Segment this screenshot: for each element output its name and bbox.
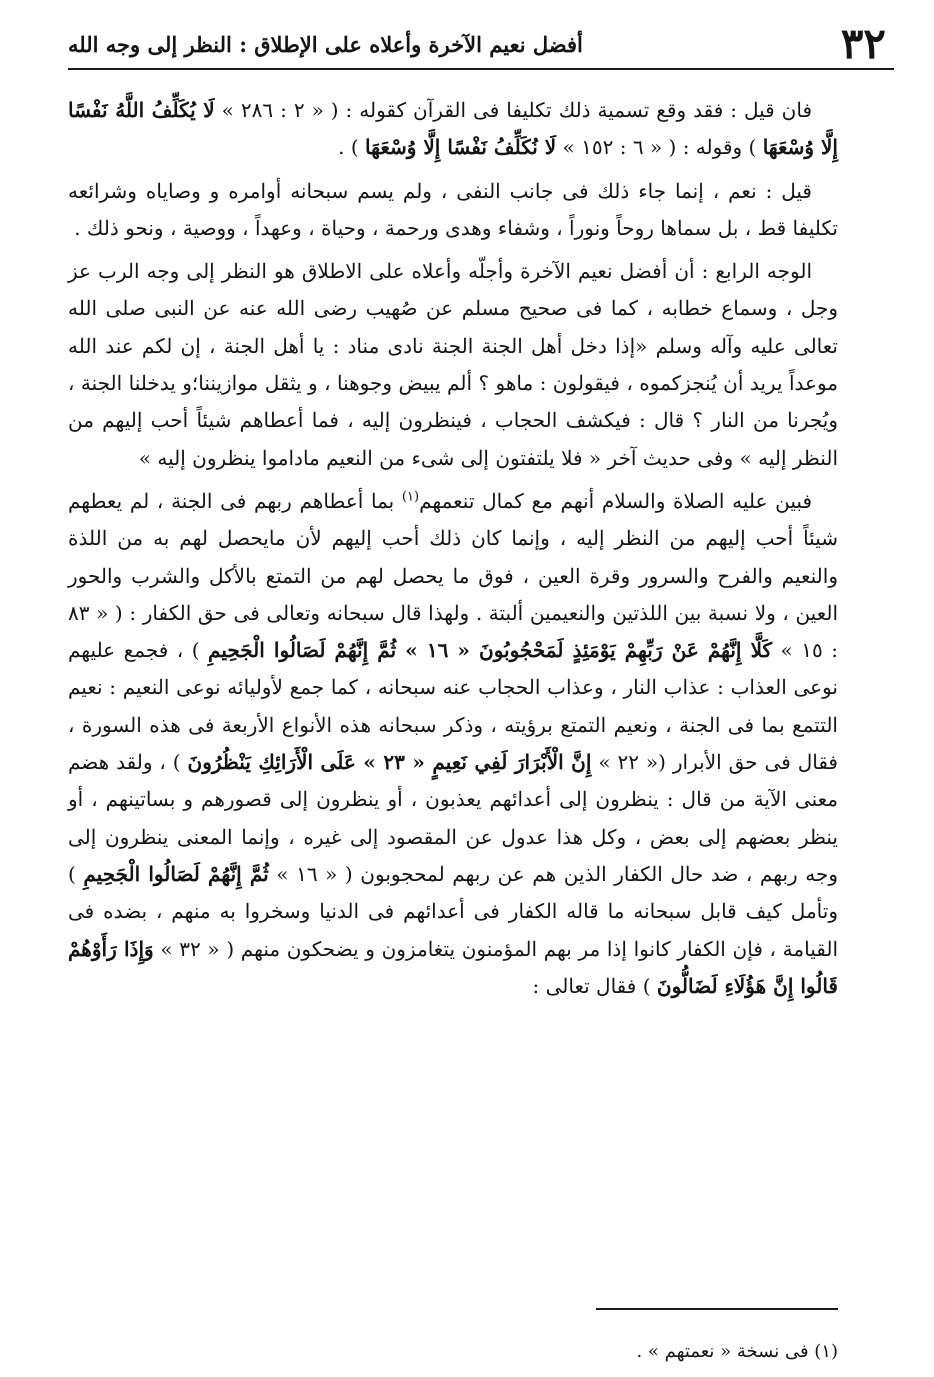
paragraph-objection bbox=[68, 92, 838, 167]
paragraph-text: ) . bbox=[338, 135, 366, 160]
paragraph-text: ) وتأمل كيف قابل سبحانه ما قاله الكفار فى أعدائهم فى الدنيا وسخروا به منهم ، بضده فى القيامة ، فإن الكفار كانوا إذا مر بهم المؤمنون يتغامزون و يضحكون منهم ( « ٣٢ » bbox=[68, 861, 838, 961]
running-title: أفضل نعيم الآخرة وأعلاه على الإطلاق : النظر إلى وجه الله bbox=[68, 31, 583, 57]
quran-verse: وَإِذَا رَأَوْهُمْ قَالُوا إِنَّ هَؤُلَاءِ لَضَالُّونَ bbox=[68, 936, 838, 998]
paragraph-text: الوجه الرابع : أن أفضل نعيم الآخرة وأجلّه وأعلاه على الاطلاق هو النظر إلى وجه الرب عز وجل ، وسماع خطابه ، كما فى صحيح مسلم عن صُهيب رضى الله عنه عن النبى صلى الله تعالى عليه وآله وسلم «إذا دخل أهل الجنة الجنة نادى مناد : يا أهل الجنة ، إن لكم عند الله موعداً يريد أن يُنجزكموه ، فيقولون : ماهو ؟ ألم يبيض وجوهنا ، و يثقل موازيننا؛و يدخلنا الجنة ، ويُجرنا من النار ؟ قال : فيكشف الحجاب ، فينظرون إليه ، فما أعطاهم شيئاً أحب إليهم من النظر إليه » وفى حديث آخر « فلا يلتفتون إلى شىء من النعيم ماداموا ينظرون إليه » bbox=[68, 259, 838, 470]
footnote: (١) فى نسخة « نعمتهم » . bbox=[636, 1341, 838, 1362]
paragraph-text: ) فقال تعالى : bbox=[532, 973, 657, 998]
page-body bbox=[68, 92, 838, 1005]
paragraph-text: ) وقوله : ( « ٦ : ١٥٢ » bbox=[556, 135, 763, 160]
paragraph-text: ) ، فجمع عليهم نوعى العذاب : عذاب النار ، وعذاب الحجاب عنه سبحانه ، كما جمع لأوليائه نوعى النعيم : نعيم التتمع بما فى الجنة ، ونعيم التمتع برؤيته ، وذكر سبحانه هذه الأنواع الأربعة فى هذه السورة ، فقال فى حق الأبرار (« ٢٢ » bbox=[68, 638, 838, 775]
page-header bbox=[68, 19, 894, 68]
paragraph-reply bbox=[68, 173, 838, 248]
paragraph-text: بما أعطاهم ربهم فى الجنة ، لم يعطهم شيئاً أحب إليهم من النظر إليه ، وإنما كان ذلك أحب إليهم لأن مايحصل لهم به من اللذة والنعيم والفرح والسرور وقرة العين ، فوق ما يحصل لهم من التمتع بالأكل والشرب والحور العين ، ولا نسبة بين اللذتين والنعيمين ألبتة . ولهذا قال سبحانه وتعالى فى حق الكفار : ( « ٨٣ : ١٥ » bbox=[68, 488, 838, 663]
quran-verse: لَا نُكَلِّفُ نَفْسًا إِلَّا وُسْعَهَا bbox=[365, 135, 557, 160]
paragraph-fourth-aspect bbox=[68, 253, 838, 477]
quran-verse: إِنَّ الْأَبْرَارَ لَفِي نَعِيمٍ « ٢٣ » عَلَى الْأَرَائِكِ يَنْظُرُونَ bbox=[187, 750, 592, 775]
page-number: ٣٢ bbox=[840, 19, 886, 68]
footnote-reference: (١) bbox=[401, 489, 420, 505]
footnote-rule bbox=[596, 1308, 838, 1310]
paragraph-text: فان قيل : فقد وقع تسمية ذلك تكليفا فى القرآن كقوله : ( « ٢ : ٢٨٦ » bbox=[214, 98, 813, 122]
quran-verse: كَلَّا إِنَّهُمْ عَنْ رَبِّهِمْ يَوْمَئِذٍ لَمَحْجُوبُونَ « ١٦ » ثُمَّ إِنَّهُمْ لَصَالُوا الْجَحِيمِ bbox=[208, 638, 773, 663]
paragraph-explanation bbox=[68, 483, 838, 1005]
paragraph-text: ) ، ولقد هضم معنى الآية من قال : ينظرون إلى أعدائهم يعذبون ، أو ينظرون إلى قصورهم و بساتينهم ، أو ينظر بعضهم إلى بعض ، وكل هذا عدول عن المقصود إلى غيره ، وإنما المعنى ينظرون إلى وجه ربهم ، ضد حال الكفار الذين هم عن ربهم لمحجوبون ( « ١٦ » bbox=[68, 750, 838, 886]
header-rule bbox=[68, 68, 894, 70]
quran-verse: لَا يُكَلِّفُ اللَّهُ نَفْسًا إِلَّا وُسْعَهَا bbox=[68, 98, 838, 160]
quran-verse: ثُمَّ إِنَّهُمْ لَصَالُوا الْجَحِيمِ bbox=[83, 861, 269, 886]
paragraph-text: قيل : نعم ، إنما جاء ذلك فى جانب النفى ، ولم يسم سبحانه أوامره و وصاياه وشرائعه تكليفا قط ، بل سماها روحاً ونوراً ، وشفاء وهدى ورحمة ، وحياة ، وعهداً ، ووصية ، ونحو ذلك . bbox=[68, 178, 838, 240]
paragraph-text: فبين عليه الصلاة والسلام أنهم مع كمال تنعمهم bbox=[419, 488, 812, 513]
